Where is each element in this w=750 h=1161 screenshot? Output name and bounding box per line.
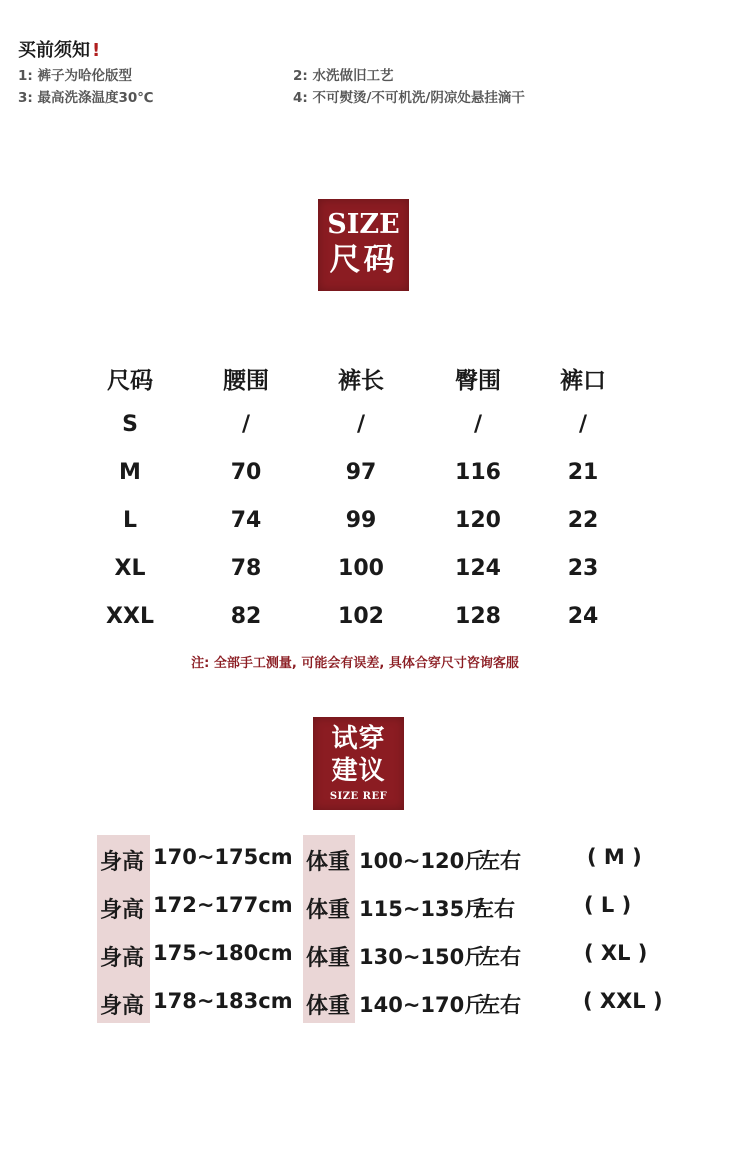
table-row <box>70 408 650 456</box>
cell-hip: 116 <box>455 460 501 485</box>
size-badge <box>318 199 409 291</box>
size-ref-badge-line2: 建议 <box>331 755 386 786</box>
size-table <box>70 360 650 648</box>
cell-length: 99 <box>345 508 377 533</box>
cell-waist: 70 <box>230 460 262 485</box>
weight-range: 130~150斤 <box>359 945 486 969</box>
cell-waist: / <box>241 412 251 437</box>
cell-length: 102 <box>338 604 384 629</box>
cell-length: 100 <box>338 556 384 581</box>
notice-item-1: 1: 裤子为哈伦版型 <box>18 68 132 84</box>
weight-label: 体重 <box>306 946 351 971</box>
weight-range: 115~135斤 <box>359 897 486 921</box>
height-label: 身高 <box>100 898 145 923</box>
cell-size: M <box>119 460 141 485</box>
cell-size: L <box>122 508 138 533</box>
weight-label: 体重 <box>306 850 351 875</box>
height-range: 175~180cm <box>153 941 293 965</box>
cell-length: 97 <box>345 460 377 485</box>
table-row <box>70 600 650 648</box>
recommended-size: ( L ) <box>584 893 632 917</box>
fit-row <box>0 845 750 893</box>
cell-size: S <box>122 412 138 437</box>
table-row <box>70 504 650 552</box>
cell-leg-opening: / <box>578 412 588 437</box>
cell-leg-opening: 22 <box>567 508 599 533</box>
height-range: 170~175cm <box>153 845 293 869</box>
approx-label: 左右 <box>479 993 521 1017</box>
approx-label: 左右 <box>473 897 515 921</box>
recommended-size: ( XXL ) <box>583 989 663 1013</box>
table-row <box>70 456 650 504</box>
cell-hip: 124 <box>455 556 501 581</box>
approx-label: 左右 <box>479 945 521 969</box>
size-ref-badge-line1: 试穿 <box>331 723 386 754</box>
recommended-size: ( XL ) <box>584 941 648 965</box>
cell-waist: 74 <box>230 508 262 533</box>
notice-item-4: 4: 不可熨烫/不可机洗/阴凉处悬挂滴干 <box>293 90 525 106</box>
notice-title <box>18 36 100 62</box>
notice-title-text: 买前须知 <box>18 40 90 61</box>
header-leg-opening: 裤口 <box>560 368 606 394</box>
cell-waist: 82 <box>230 604 262 629</box>
notice-item-2: 2: 水洗做旧工艺 <box>293 68 394 84</box>
header-waist: 腰围 <box>223 368 269 394</box>
table-row <box>70 552 650 600</box>
fit-row <box>0 941 750 989</box>
height-label: 身高 <box>100 994 145 1019</box>
fit-row <box>0 989 750 1037</box>
size-badge-en: SIZE <box>327 209 400 240</box>
size-badge-cn: 尺码 <box>329 242 398 278</box>
height-label: 身高 <box>100 850 145 875</box>
weight-range: 140~170斤 <box>359 993 486 1017</box>
header-size: 尺码 <box>107 368 153 394</box>
cell-leg-opening: 24 <box>567 604 599 629</box>
size-ref-badge <box>313 717 404 810</box>
cell-hip: 128 <box>455 604 501 629</box>
cell-waist: 78 <box>230 556 262 581</box>
size-ref-badge-en: SIZE REF <box>329 790 388 802</box>
measurement-footnote: 注: 全部手工测量, 可能会有误差, 具体合穿尺寸咨询客服 <box>191 656 519 671</box>
weight-range: 100~120斤 <box>359 849 486 873</box>
height-range: 178~183cm <box>153 989 293 1013</box>
size-table-header <box>70 360 650 408</box>
approx-label: 左右 <box>479 849 521 873</box>
header-hip: 臀围 <box>455 368 501 394</box>
cell-hip: 120 <box>455 508 501 533</box>
header-length: 裤长 <box>338 368 384 394</box>
weight-label: 体重 <box>306 994 351 1019</box>
cell-size: XXL <box>106 604 154 629</box>
cell-leg-opening: 21 <box>567 460 599 485</box>
cell-leg-opening: 23 <box>567 556 599 581</box>
cell-size: XL <box>114 556 146 581</box>
weight-label: 体重 <box>306 898 351 923</box>
exclamation-mark: ! <box>92 40 101 61</box>
recommended-size: ( M ) <box>587 845 642 869</box>
cell-hip: / <box>473 412 483 437</box>
height-label: 身高 <box>100 946 145 971</box>
notice-item-3: 3: 最高洗涤温度30℃ <box>18 90 154 106</box>
cell-length: / <box>356 412 366 437</box>
height-range: 172~177cm <box>153 893 293 917</box>
fit-row <box>0 893 750 941</box>
